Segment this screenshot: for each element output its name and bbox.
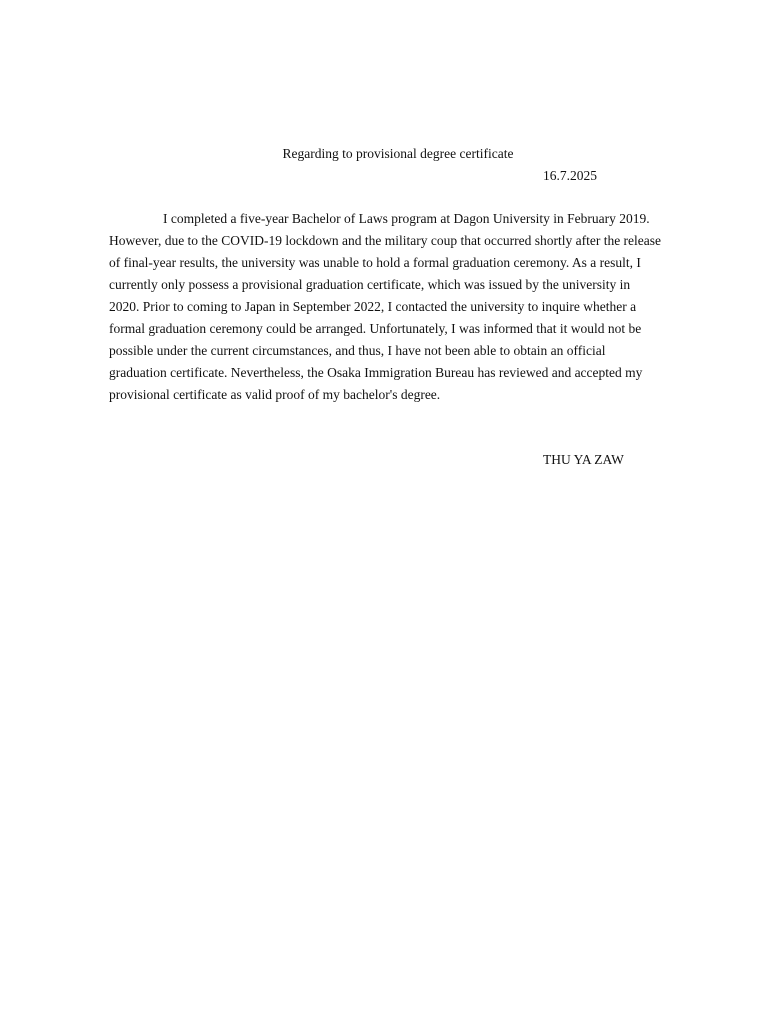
body-paragraph: I completed a five-year Bachelor of Laws program at Dagon University in February 2019. However, due to the COVID-19 lockdown and the military coup that occurred shortly after the release of final-year results, the university was unable to hold a formal graduation ceremony. As a result, I currently only possess a provisional graduation certificate, which was issued by the university in 2020. Prior to coming to Japan in September 2022, I contacted the university to inquire whether a formal graduation ceremony could be arranged. Unfortunately, I was informed that it would not be possible under the current circumstances, and thus, I have not been able to obtain an official graduation certificate. Nevertheless, the Osaka Immigration Bureau has reviewed and accepted my provisional certificate as valid proof of my bachelor's degree. [109, 211, 662, 402]
document-date: 16.7.2025 [543, 168, 597, 183]
signature-name: THU YA ZAW [543, 452, 624, 467]
document-title: Regarding to provisional degree certificate [282, 146, 514, 161]
